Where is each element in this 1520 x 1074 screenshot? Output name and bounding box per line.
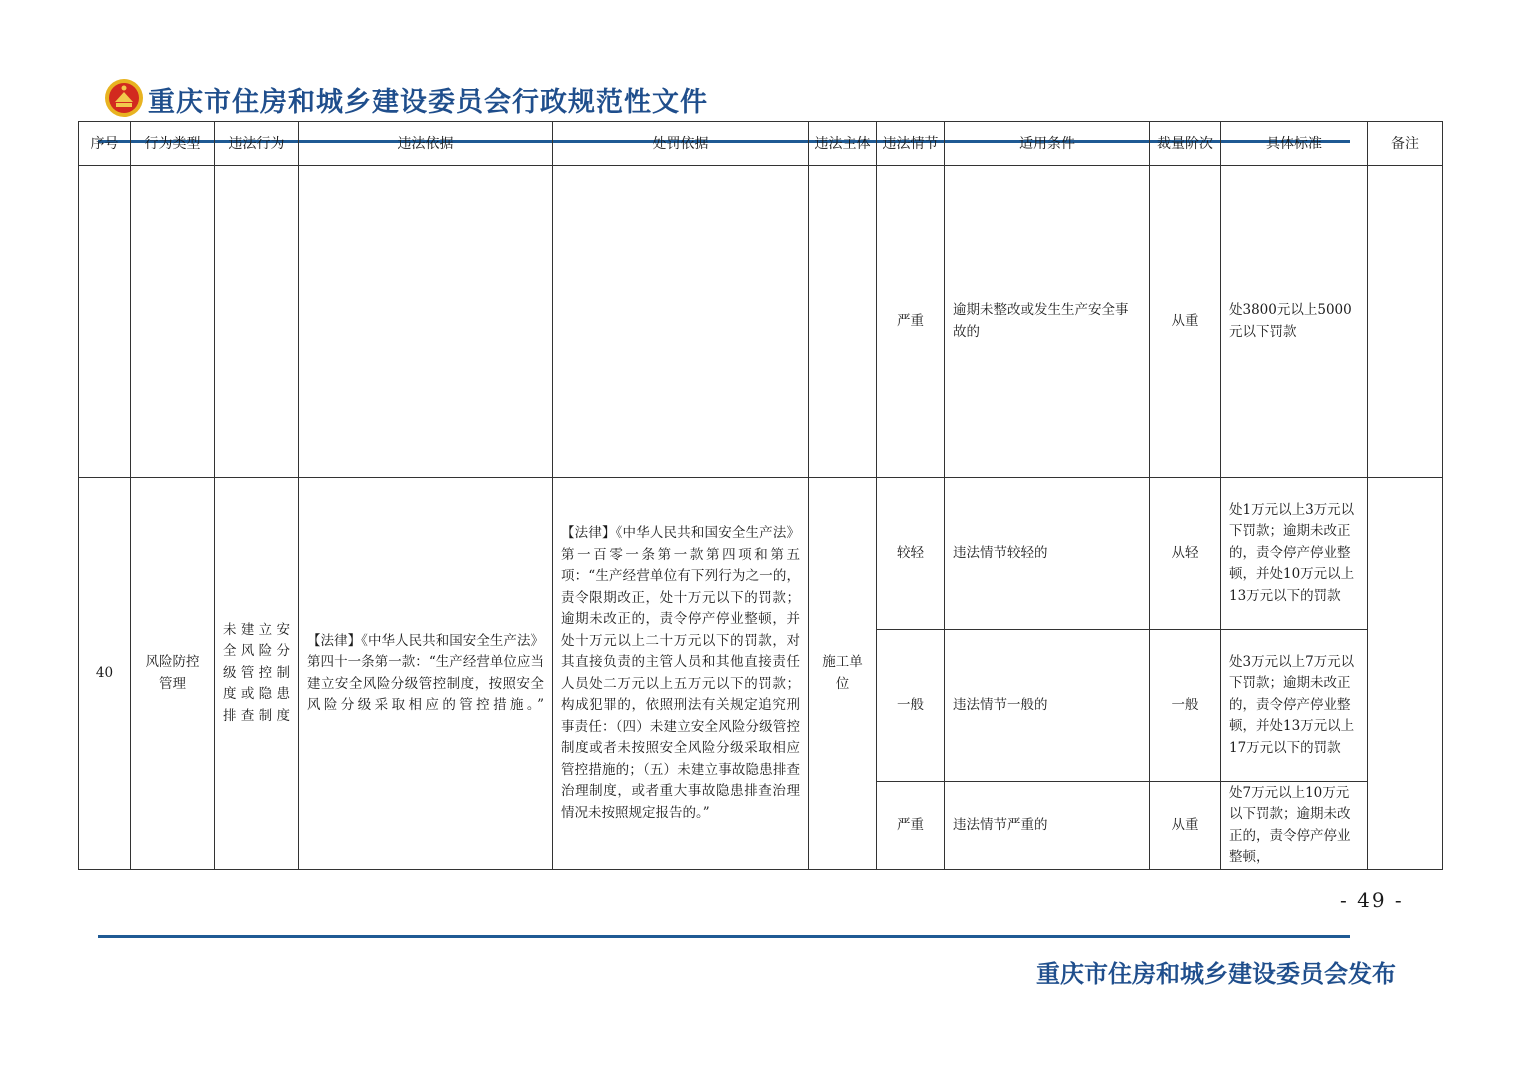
table-cell [299,166,553,478]
table-cell [79,166,131,478]
condition-cell: 逾期未整改或发生生产安全事故的 [945,166,1150,478]
severity-cell: 较轻 [877,478,945,630]
condition-cell: 违法情节较轻的 [945,478,1150,630]
col-header-level: 裁量阶次 [1150,122,1221,166]
table-row [79,478,1443,630]
standard-cell: 处1万元以上3万元以下罚款；逾期未改正的，责令停产停业整顿，并处10万元以上13万元以下的罚款 [1221,478,1368,630]
row-number-cell: 40 [79,478,131,870]
remarks-cell [1368,166,1443,478]
col-header-remarks: 备注 [1368,122,1443,166]
table-header-row [79,122,1443,166]
violation-subject-cell: 施工单位 [809,478,877,870]
col-header-subject: 违法主体 [809,122,877,166]
table-row [79,166,1443,478]
legal-basis-cell: 【法律】《中华人民共和国安全生产法》第四十一条第一款：“生产经营单位应当建立安全风险分级管控制度，按照安全风险分级采取相应的管控措施。” [299,478,553,870]
col-header-no: 序号 [79,122,131,166]
col-header-behavior: 违法行为 [215,122,299,166]
col-header-standard: 具体标准 [1221,122,1368,166]
level-cell: 从重 [1150,782,1221,870]
publisher-footer: 重庆市住房和城乡建设委员会发布 [1036,960,1396,988]
level-cell: 一般 [1150,630,1221,782]
behavior-type-cell: 风险防控管理 [131,478,215,870]
penalty-discretion-table [78,121,1443,870]
violation-behavior-cell: 未建立安全风险分级管控制度或隐患排查制度 [215,478,299,870]
level-cell: 从轻 [1150,478,1221,630]
table-cell [215,166,299,478]
level-cell: 从重 [1150,166,1221,478]
condition-cell: 违法情节严重的 [945,782,1150,870]
col-header-condition: 适用条件 [945,122,1150,166]
national-emblem-icon [104,78,144,118]
standard-cell: 处7万元以上10万元以下罚款；逾期未改正的，责令停产停业整顿， [1221,782,1368,870]
standard-cell: 处3万元以上7万元以下罚款；逾期未改正的，责令停产停业整顿，并处13万元以上17万元以下的罚款 [1221,630,1368,782]
severity-cell: 严重 [877,782,945,870]
remarks-cell [1368,478,1443,870]
col-header-severity: 违法情节 [877,122,945,166]
table-cell [809,166,877,478]
penalty-basis-cell: 【法律】《中华人民共和国安全生产法》第一百零一条第一款第四项和第五项：“生产经营单位有下列行为之一的，责令限期改正，处十万元以下的罚款；逾期未改正的，责令停产停业整顿，并处十万元以上二十万元以下的罚款，对其直接负责的主管人员和其他直接责任人员处二万元以上五万元以下的罚款；构成犯罪的，依照刑法有关规定追究刑事责任：（四）未建立安全风险分级管控制度或者未按照安全风险分级采取相应管控措施的；（五）未建立事故隐患排查治理制度，或者重大事故隐患排查治理情况未按照规定报告的。” [553,478,809,870]
document-header-title: 重庆市住房和城乡建设委员会行政规范性文件 [148,87,708,118]
page-number: - 49 - [1340,888,1404,912]
standard-cell: 处3800元以上5000元以下罚款 [1221,166,1368,478]
table-cell [131,166,215,478]
severity-cell: 严重 [877,166,945,478]
condition-cell: 违法情节一般的 [945,630,1150,782]
col-header-penalty-basis: 处罚依据 [553,122,809,166]
footer-divider [98,935,1350,938]
col-header-type: 行为类型 [131,122,215,166]
table-cell [553,166,809,478]
severity-cell: 一般 [877,630,945,782]
col-header-legal-basis: 违法依据 [299,122,553,166]
